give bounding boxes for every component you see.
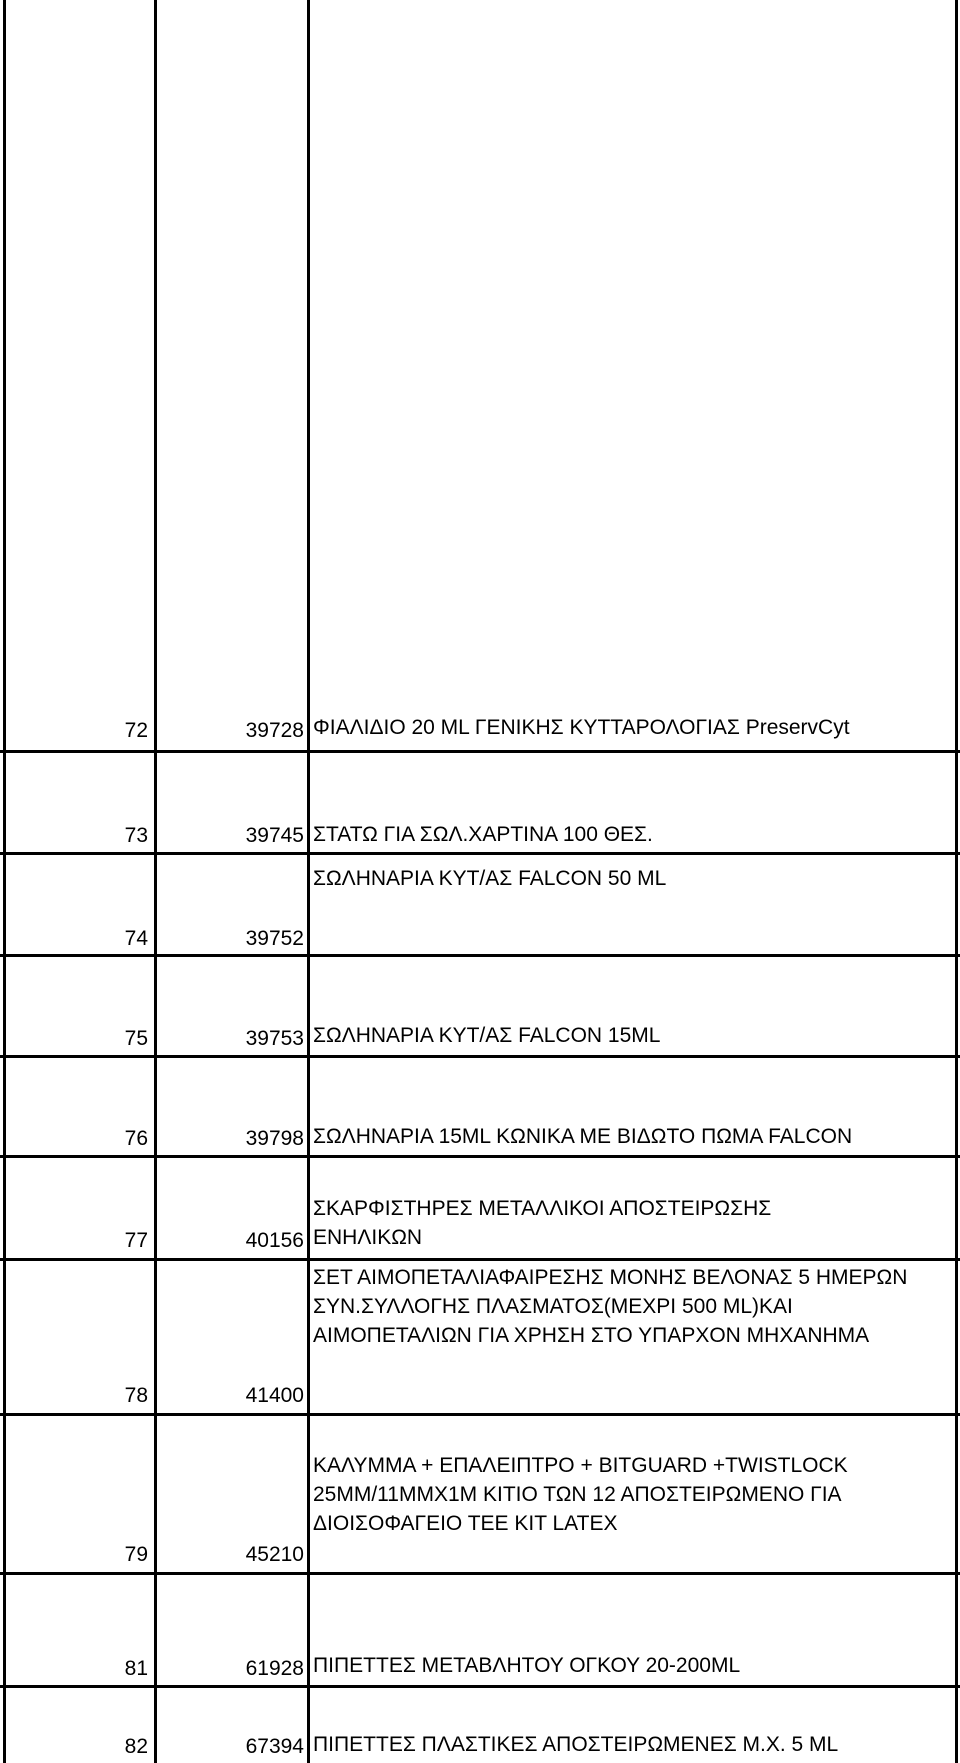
row-divider [0,1055,960,1058]
item-description: ΠΙΠΕΤΤΕΣ ΠΛΑΣΤΙΚΕΣ ΑΠΟΣΤΕΙΡΩΜΕΝΕΣ Μ.Χ. 5 ML [313,1733,839,1756]
item-code: 39753 [245,1027,304,1050]
item-description: ΣΩΛΗΝΑΡΙΑ ΚΥΤ/ΑΣ FALCON 15ML [313,1024,661,1047]
item-code: 67394 [245,1735,304,1758]
column-divider-1 [154,0,157,1763]
table-border-right [955,0,958,1763]
item-description: ΚΑΛΥΜΜΑ + ΕΠΑΛΕΙΠΤΡΟ + BITGUARD +TWISTLOCK 25ΜΜ/11ΜΜΧ1Μ ΚΙΤΙΟ ΤΩΝ 12 ΑΠΟΣΤΕΙΡΩΜΕΝΟ ΓΙΑ ΔΙΟΙΣΟΦΑΓΕΙΟ ΤΕΕ ΚΙΤ LATEX [313,1454,848,1535]
row-divider [0,750,960,753]
item-code: 41400 [245,1384,304,1407]
row-number: 81 [124,1657,148,1680]
row-divider [0,1155,960,1158]
table-border-left [3,0,6,1763]
row-number: 74 [124,927,148,950]
item-description: ΣΩΛΗΝΑΡΙΑ 15ML ΚΩΝΙΚΑ ΜΕ ΒΙΔΩΤΟ ΠΩΜΑ FALCON [313,1125,853,1148]
row-divider [0,1258,960,1261]
row-number: 73 [124,824,148,847]
item-code: 61928 [245,1657,304,1680]
row-number: 82 [124,1735,148,1758]
row-number: 79 [124,1543,148,1566]
row-number: 77 [124,1229,148,1252]
item-description: ΣΕΤ ΑΙΜΟΠΕΤΑΛΙΑΦΑΙΡΕΣΗΣ ΜΟΝΗΣ ΒΕΛΟΝΑΣ 5 ΗΜΕΡΩΝ ΣΥΝ.ΣΥΛΛΟΓΗΣ ΠΛΑΣΜΑΤΟΣ(ΜΕΧΡΙ 500 ML)ΚΑΙ ΑΙΜΟΠΕΤΑΛΙΩΝ ΓΙΑ ΧΡΗΣΗ ΣΤΟ ΥΠΑΡΧΟΝ ΜΗΧΑΝΗΜΑ [313,1266,908,1347]
column-divider-2 [307,0,310,1763]
row-number: 72 [124,719,148,742]
item-code: 39798 [245,1127,304,1150]
item-code: 39745 [245,824,304,847]
item-description: ΦΙΑΛΙΔΙΟ 20 ML ΓΕΝΙΚΗΣ ΚΥΤΤΑΡΟΛΟΓΙΑΣ PreservCyt [313,716,850,739]
row-number: 76 [124,1127,148,1150]
row-number: 78 [124,1384,148,1407]
item-description: ΠΙΠΕΤΤΕΣ ΜΕΤΑΒΛΗΤΟΥ ΟΓΚΟΥ 20-200ML [313,1654,741,1677]
row-number: 75 [124,1027,148,1050]
item-description: ΣΩΛΗΝΑΡΙΑ ΚΥΤ/ΑΣ FALCON 50 ML [313,867,667,890]
item-code: 39728 [245,719,304,742]
row-divider [0,852,960,855]
item-description: ΣΚΑΡΦΙΣΤΗΡΕΣ ΜΕΤΑΛΛΙΚΟΙ ΑΠΟΣΤΕΙΡΩΣΗΣ ΕΝΗΛΙΚΩΝ [313,1197,772,1249]
row-divider [0,1572,960,1575]
row-divider [0,1685,960,1688]
row-divider [0,954,960,957]
item-code: 40156 [245,1229,304,1252]
item-code: 45210 [245,1543,304,1566]
row-divider [0,1413,960,1416]
item-description: ΣΤΑΤΩ ΓΙΑ ΣΩΛ.ΧΑΡΤΙΝΑ 100 ΘΕΣ. [313,823,653,846]
item-code: 39752 [245,927,304,950]
